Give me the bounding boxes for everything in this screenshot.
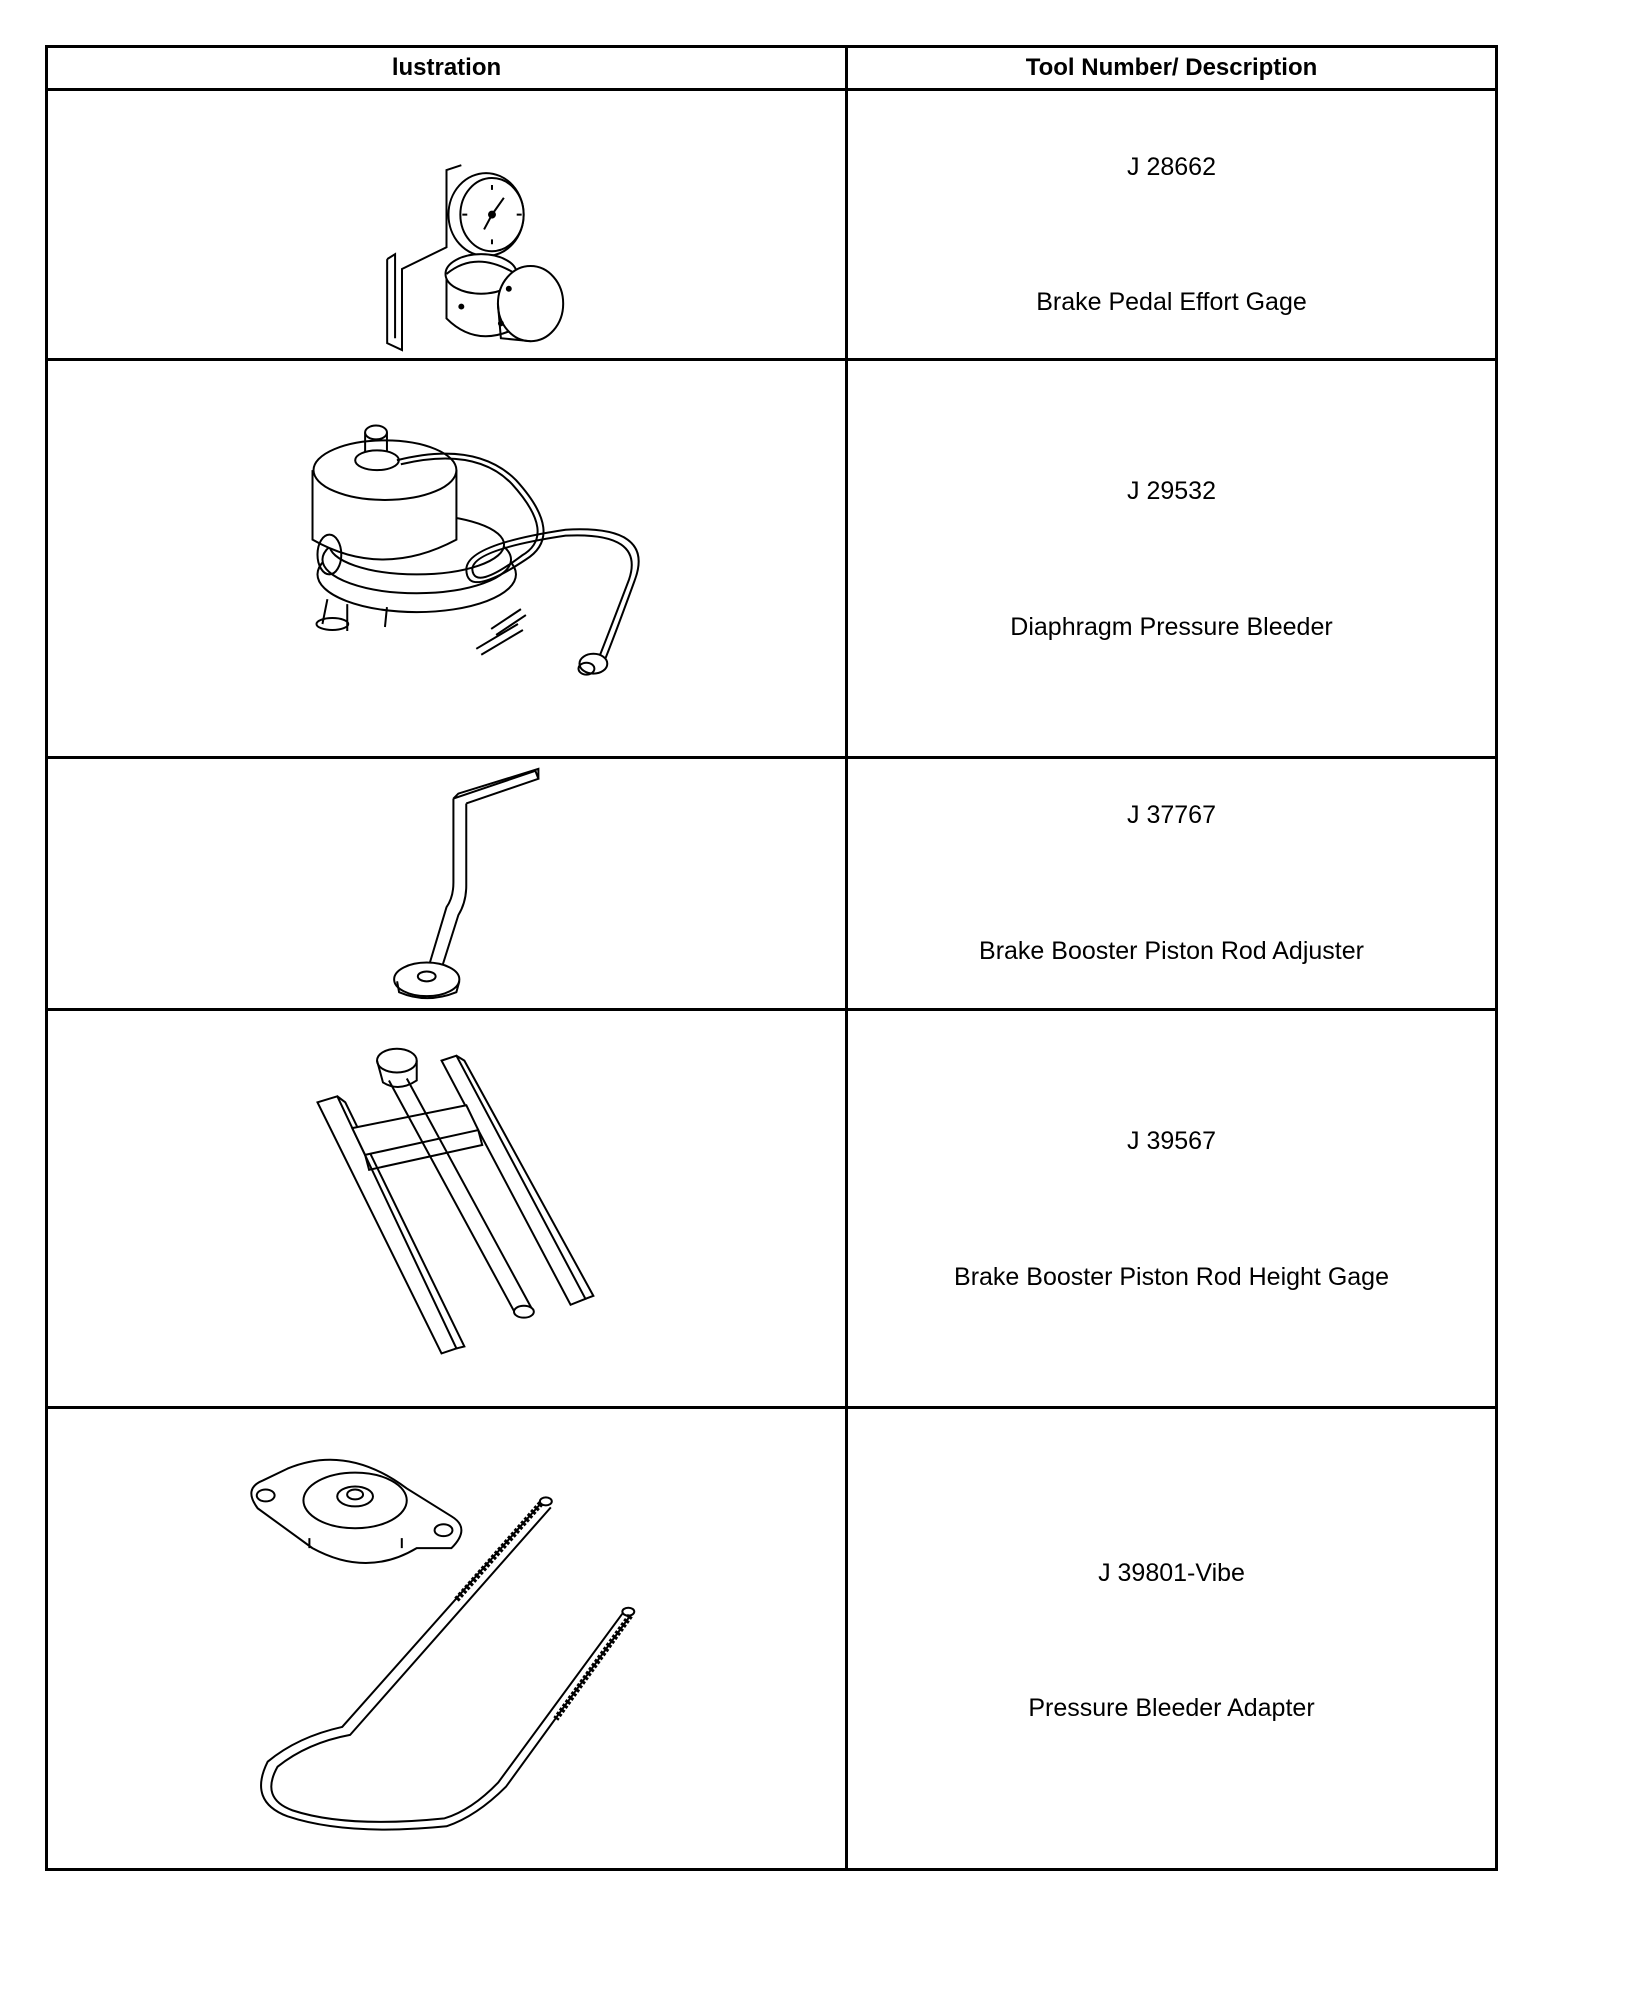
description-cell bbox=[847, 90, 1497, 360]
table-row bbox=[47, 758, 1497, 1010]
illustration-cell bbox=[47, 1010, 847, 1408]
brake-pedal-effort-gage-icon bbox=[48, 91, 845, 358]
tool-description: Brake Booster Piston Rod Height Gage bbox=[954, 1263, 1389, 1291]
header-row bbox=[47, 47, 1497, 90]
tools-table bbox=[45, 45, 1498, 1871]
table-row bbox=[47, 1010, 1497, 1408]
table-row bbox=[47, 1408, 1497, 1870]
tool-number: J 37767 bbox=[1127, 801, 1216, 829]
tool-number: J 39567 bbox=[1127, 1127, 1216, 1155]
description-cell bbox=[847, 1408, 1497, 1870]
illustration-cell bbox=[47, 1408, 847, 1870]
diaphragm-pressure-bleeder-icon bbox=[48, 361, 845, 756]
tool-description: Diaphragm Pressure Bleeder bbox=[1010, 613, 1333, 641]
piston-rod-height-gage-icon bbox=[48, 1011, 845, 1406]
table-row bbox=[47, 90, 1497, 360]
illustration-cell bbox=[47, 758, 847, 1010]
description-cell bbox=[847, 758, 1497, 1010]
description-cell bbox=[847, 360, 1497, 758]
description-cell bbox=[847, 1010, 1497, 1408]
tool-description: Pressure Bleeder Adapter bbox=[1028, 1694, 1315, 1722]
pressure-bleeder-adapter-icon bbox=[48, 1409, 845, 1868]
tool-number: J 28662 bbox=[1127, 153, 1216, 181]
table-row bbox=[47, 360, 1497, 758]
illustration-cell bbox=[47, 90, 847, 360]
piston-rod-adjuster-icon bbox=[48, 759, 845, 1008]
tool-description: Brake Pedal Effort Gage bbox=[1036, 288, 1307, 316]
tool-number: J 29532 bbox=[1127, 477, 1216, 505]
header-description: Tool Number/ Description bbox=[847, 47, 1497, 90]
tool-description: Brake Booster Piston Rod Adjuster bbox=[979, 937, 1364, 965]
tool-number: J 39801-Vibe bbox=[1098, 1559, 1245, 1587]
header-illustration: lustration bbox=[47, 47, 847, 90]
illustration-cell bbox=[47, 360, 847, 758]
